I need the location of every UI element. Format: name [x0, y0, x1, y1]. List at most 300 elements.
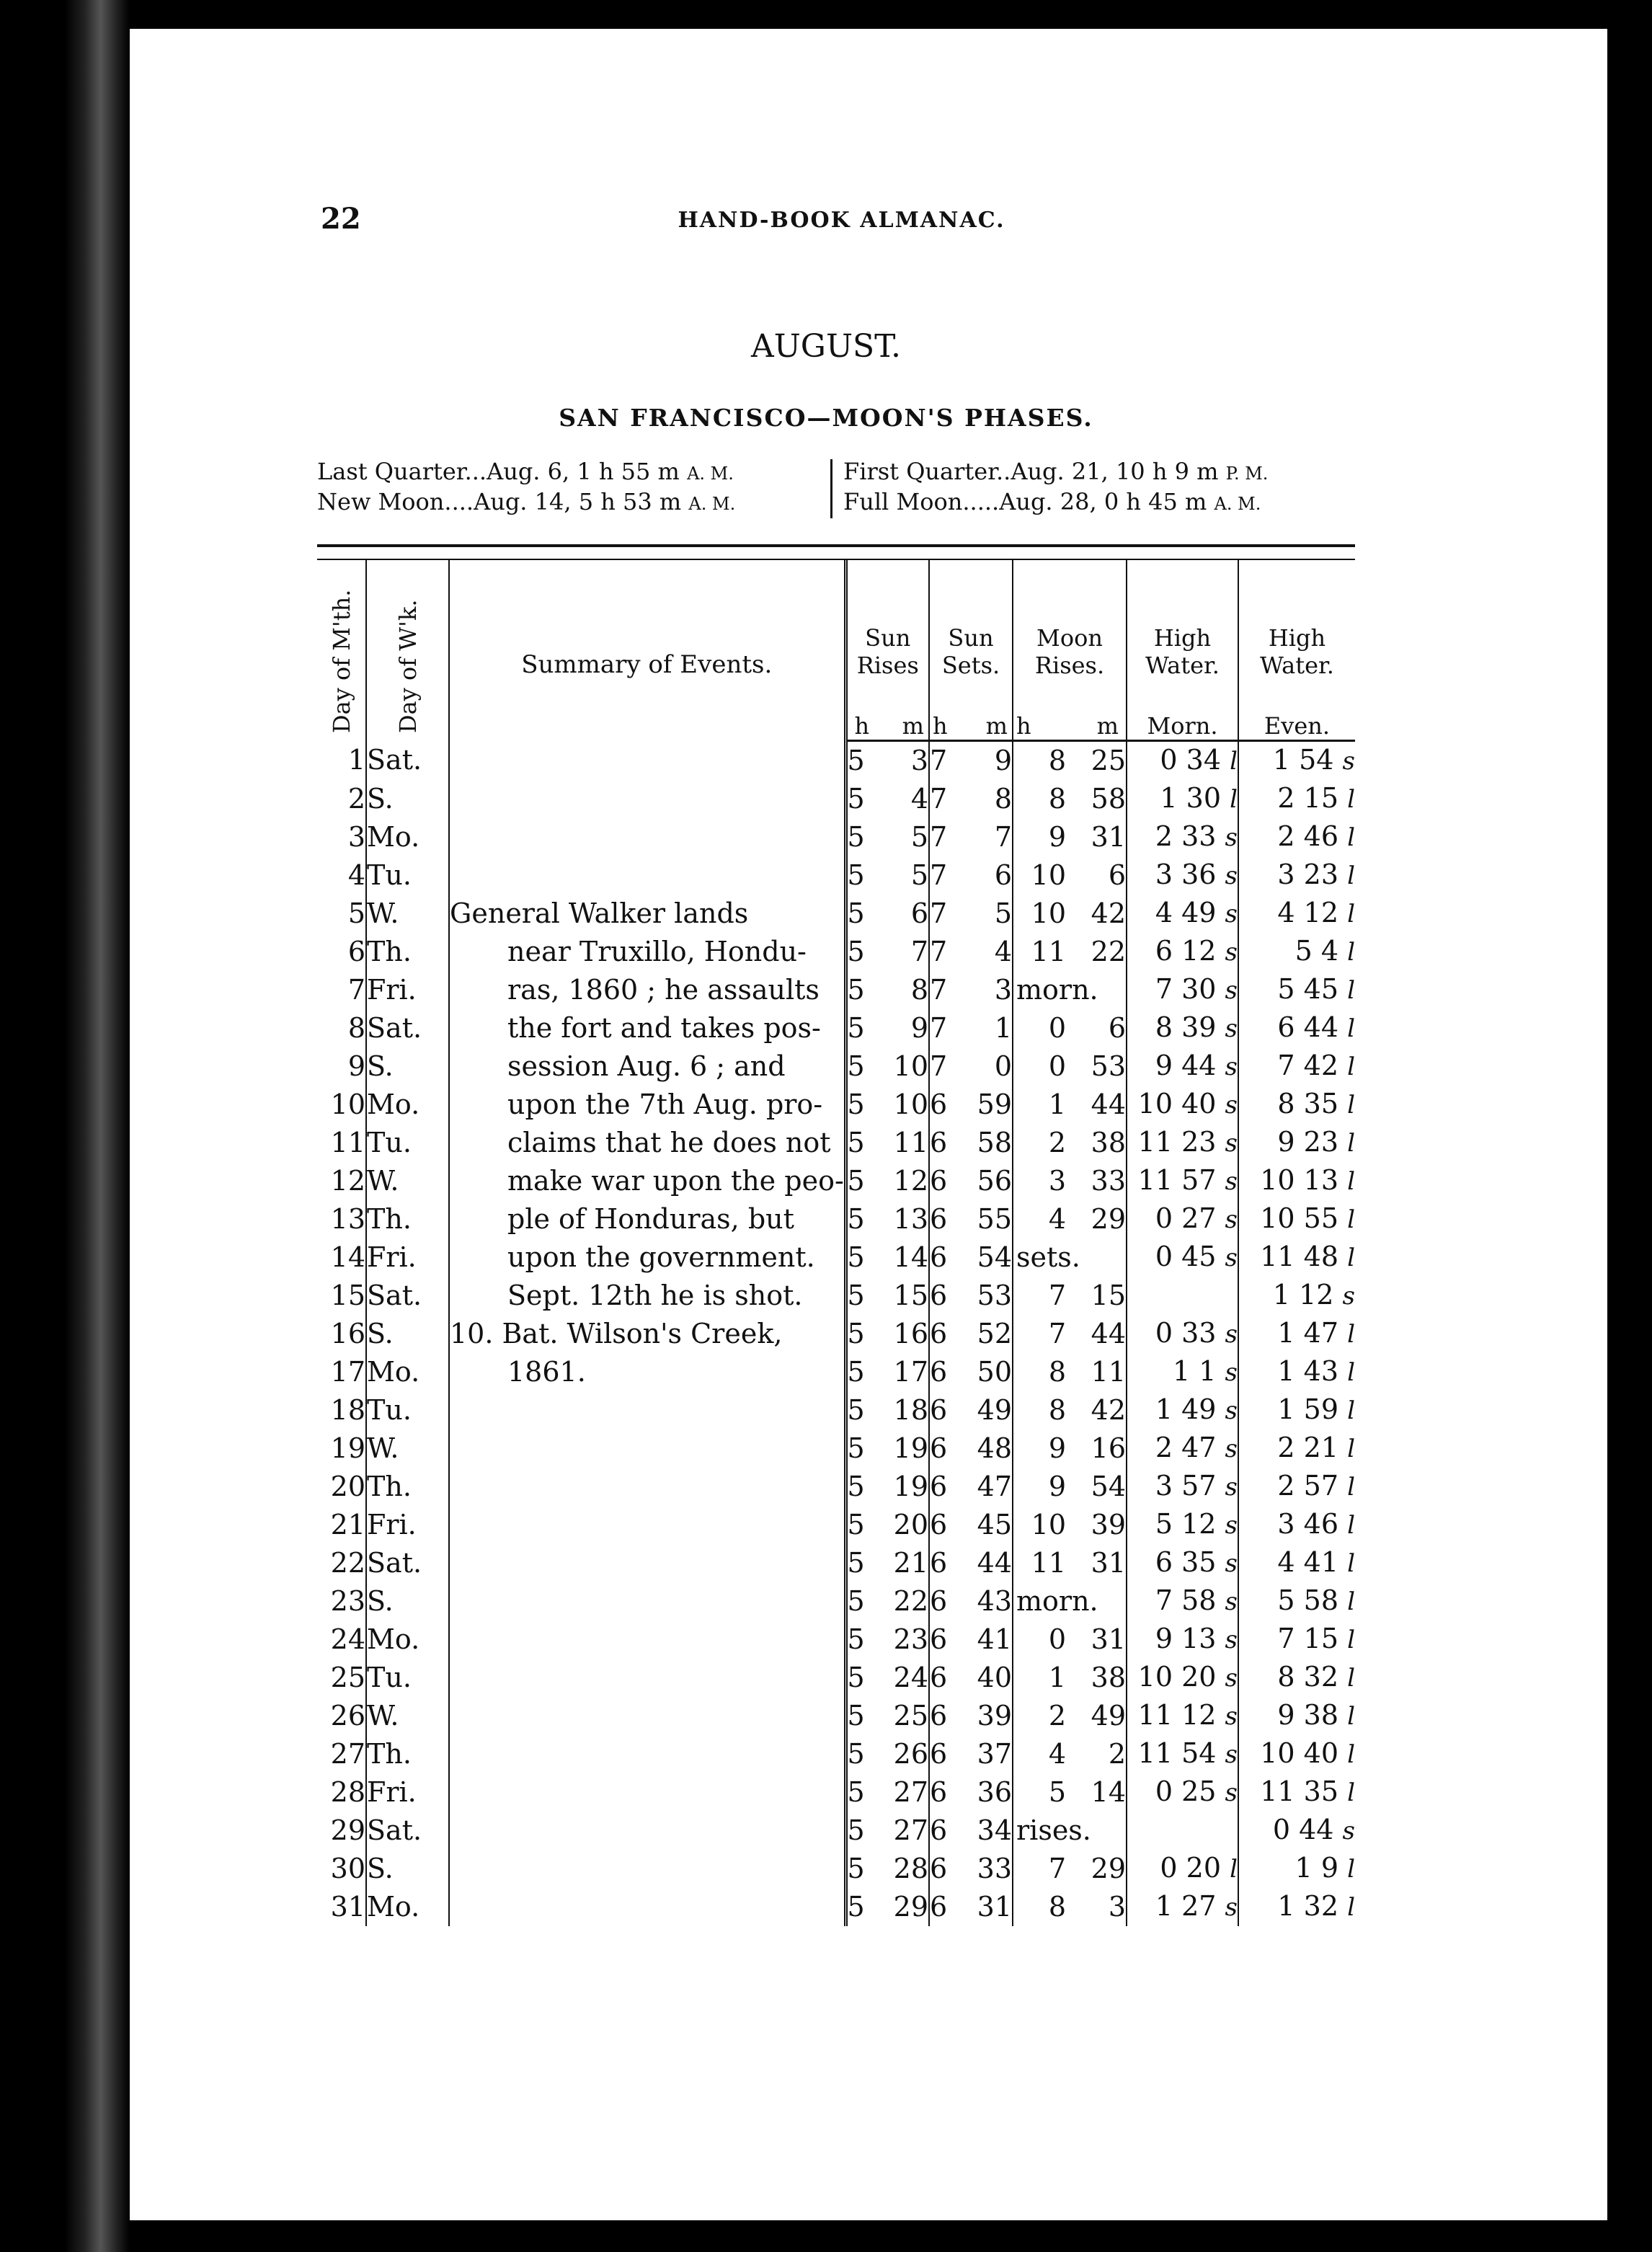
day-of-month: 13 [317, 1200, 366, 1238]
moon-rises-h: 7 [1048, 1279, 1066, 1311]
sun-rises-h: 5 [847, 935, 865, 967]
sun-rises-h: 5 [847, 1011, 865, 1044]
table-row [317, 1009, 1355, 1047]
sun-rises-h: 5 [847, 1890, 865, 1923]
sun-sets-m: 56 [971, 1162, 1013, 1200]
day-of-week: W. [366, 1697, 449, 1735]
sun-sets-m: 41 [971, 1621, 1013, 1659]
day-of-month: 27 [317, 1735, 366, 1773]
sun-rises-h: 5 [847, 1852, 865, 1884]
event-text: upon the government. [449, 1238, 845, 1277]
sun-rises-h: 5 [847, 1432, 865, 1464]
table-row [317, 1697, 1355, 1735]
high-water-even: 1 43 l [1277, 1355, 1355, 1387]
day-of-week: W. [366, 1162, 449, 1200]
high-water-even: 11 48 l [1260, 1240, 1355, 1272]
moon-phases-left [317, 456, 822, 517]
sun-rises-h: 5 [847, 820, 865, 853]
moon-rises-m: 38 [1069, 1124, 1127, 1162]
high-water-even: 3 23 l [1277, 858, 1355, 890]
event-text: Sept. 12th he is shot. [449, 1277, 845, 1315]
day-of-month: 8 [317, 1009, 366, 1047]
sun-sets-m: 1 [971, 1009, 1013, 1047]
event-text: 10. Bat. Wilson's Creek, [449, 1315, 845, 1353]
moon-rises-h: 7 [1048, 1852, 1066, 1884]
sun-rises-m: 9 [887, 1009, 929, 1047]
unit-m: m [1069, 679, 1127, 741]
sun-rises-h: 5 [847, 782, 865, 815]
table-row [317, 1506, 1355, 1544]
high-water-even: 9 23 l [1277, 1125, 1355, 1158]
day-of-month: 23 [317, 1582, 366, 1621]
high-water-morn: 9 44 s [1127, 1047, 1238, 1086]
event-text [449, 856, 845, 895]
high-water-morn: 0 45 s [1127, 1238, 1238, 1277]
high-water-even: 2 46 l [1277, 820, 1355, 852]
day-of-month: 2 [317, 780, 366, 818]
sun-sets-m: 45 [971, 1506, 1013, 1544]
almanac-rows [317, 740, 1355, 1926]
table-row [317, 818, 1355, 856]
moon-rises-h: 8 [1048, 1355, 1066, 1388]
high-water-even: 3 46 l [1277, 1507, 1355, 1540]
high-water-even: 10 55 l [1260, 1202, 1355, 1234]
sun-sets-m: 6 [971, 856, 1013, 895]
high-water-even: 10 40 l [1260, 1737, 1355, 1769]
col-day-of-month: Day of M'th. [317, 560, 366, 740]
day-of-month: 29 [317, 1812, 366, 1850]
moon-rises-m: 33 [1069, 1162, 1127, 1200]
day-of-week: Th. [366, 933, 449, 971]
day-of-month: 10 [317, 1086, 366, 1124]
day-of-week: Sat. [366, 1544, 449, 1582]
sun-rises-h: 5 [847, 1279, 865, 1311]
sun-sets-h: 6 [930, 1088, 948, 1120]
event-text [449, 1544, 845, 1582]
sun-rises-m: 15 [887, 1277, 929, 1315]
sun-sets-h: 6 [930, 1470, 948, 1502]
table-row [317, 1315, 1355, 1353]
sun-rises-m: 14 [887, 1238, 929, 1277]
last-quarter: Last Quarter...Aug. 6, 1 h 55 m A. M. [317, 458, 734, 485]
day-of-month: 1 [317, 740, 366, 780]
day-of-week: Th. [366, 1735, 449, 1773]
high-water-morn: 11 57 s [1127, 1162, 1238, 1200]
moon-rises-m: 44 [1069, 1315, 1127, 1353]
high-water-even: 1 54 s [1272, 743, 1355, 776]
sun-sets-m: 47 [971, 1468, 1013, 1506]
running-header [321, 202, 1362, 238]
moon-rises-h: 8 [1048, 744, 1066, 776]
sun-rises-m: 7 [887, 933, 929, 971]
moon-rises-h: 2 [1048, 1126, 1066, 1158]
event-text [449, 1582, 845, 1621]
sun-rises-m: 21 [887, 1544, 929, 1582]
moon-rises-h: 10 [1031, 1508, 1066, 1541]
sun-rises-m: 26 [887, 1735, 929, 1773]
day-of-month: 22 [317, 1544, 366, 1582]
sun-rises-m: 5 [887, 818, 929, 856]
moon-rises-m: 29 [1069, 1200, 1127, 1238]
moon-rises-m: 16 [1069, 1429, 1127, 1468]
moon-rises-h: 11 [1031, 1546, 1066, 1579]
sun-sets-h: 6 [930, 1776, 948, 1808]
table-row [317, 1544, 1355, 1582]
first-quarter: First Quarter..Aug. 21, 10 h 9 m P. M. [843, 458, 1269, 485]
moon-rises-m: 31 [1069, 818, 1127, 856]
day-of-week: Th. [366, 1468, 449, 1506]
day-of-week: Mo. [366, 1353, 449, 1391]
sun-rises-m: 16 [887, 1315, 929, 1353]
day-of-week: Fri. [366, 971, 449, 1009]
sun-sets-m: 5 [971, 895, 1013, 933]
table-row [317, 895, 1355, 933]
high-water-morn: 5 12 s [1127, 1506, 1238, 1544]
high-water-even: 8 32 l [1277, 1660, 1355, 1693]
almanac-table [317, 544, 1355, 1926]
day-of-month: 5 [317, 895, 366, 933]
moon-rises-m: 6 [1069, 856, 1127, 895]
sun-rises-m: 10 [887, 1086, 929, 1124]
moon-rises-m: 31 [1069, 1621, 1127, 1659]
event-text: the fort and takes pos- [449, 1009, 845, 1047]
sun-sets-h: 6 [930, 1699, 948, 1732]
sun-sets-h: 7 [930, 782, 948, 815]
moon-rises-h: 8 [1048, 1393, 1066, 1426]
sun-sets-m: 52 [971, 1315, 1013, 1353]
day-of-month: 17 [317, 1353, 366, 1391]
day-of-month: 12 [317, 1162, 366, 1200]
moon-rises-m: 31 [1069, 1544, 1127, 1582]
day-of-week: Sat. [366, 1009, 449, 1047]
moon-rises-h: 8 [1048, 782, 1066, 815]
moon-rises-m: 22 [1069, 933, 1127, 971]
high-water-even: 2 21 l [1277, 1431, 1355, 1463]
high-water-morn: 10 20 s [1127, 1659, 1238, 1697]
sun-rises-m: 10 [887, 1047, 929, 1086]
sun-rises-h: 5 [847, 1355, 865, 1388]
high-water-even: 5 58 l [1277, 1584, 1355, 1616]
col-moon-rises: Moon Rises. [1013, 560, 1127, 679]
unit-h: h [845, 679, 887, 741]
event-text: upon the 7th Aug. pro- [449, 1086, 845, 1124]
unit-even: Even. [1238, 679, 1355, 741]
sun-sets-m: 53 [971, 1277, 1013, 1315]
event-text [449, 1812, 845, 1850]
day-of-week: Tu. [366, 1124, 449, 1162]
sun-sets-m: 4 [971, 933, 1013, 971]
high-water-even: 1 32 l [1277, 1889, 1355, 1922]
moon-rises-h: 3 [1048, 1164, 1066, 1197]
moon-rises-m: 29 [1069, 1850, 1127, 1888]
moon-rises-text: morn. [1013, 971, 1127, 1009]
sun-rises-h: 5 [847, 1814, 865, 1846]
sun-sets-m: 8 [971, 780, 1013, 818]
day-of-week: Sat. [366, 1277, 449, 1315]
high-water-even: 5 4 l [1294, 934, 1355, 967]
moon-rises-m: 42 [1069, 1391, 1127, 1429]
sun-rises-h: 5 [847, 1202, 865, 1235]
high-water-even: 1 9 l [1294, 1851, 1355, 1884]
high-water-even: 10 13 l [1260, 1163, 1355, 1196]
day-of-week: Fri. [366, 1773, 449, 1812]
high-water-even: 0 44 s [1272, 1813, 1355, 1845]
day-of-month: 7 [317, 971, 366, 1009]
col-sun-sets: Sun Sets. [929, 560, 1013, 679]
moon-rises-m: 11 [1069, 1353, 1127, 1391]
sun-sets-m: 54 [971, 1238, 1013, 1277]
sun-sets-h: 6 [930, 1164, 948, 1197]
sun-rises-h: 5 [847, 744, 865, 776]
sun-sets-m: 43 [971, 1582, 1013, 1621]
sun-sets-h: 7 [930, 935, 948, 967]
event-text: ple of Honduras, but [449, 1200, 845, 1238]
event-text [449, 780, 845, 818]
moon-rises-m: 25 [1069, 740, 1127, 780]
sun-sets-h: 6 [930, 1661, 948, 1693]
sun-sets-h: 6 [930, 1852, 948, 1884]
table-row [317, 1391, 1355, 1429]
day-of-week: Tu. [366, 856, 449, 895]
moon-rises-h: 0 [1048, 1011, 1066, 1044]
moon-rises-h: 10 [1031, 859, 1066, 891]
day-of-month: 11 [317, 1124, 366, 1162]
moon-rises-m: 39 [1069, 1506, 1127, 1544]
high-water-morn: 1 27 s [1127, 1888, 1238, 1926]
event-text: General Walker lands [449, 895, 845, 933]
sun-rises-m: 25 [887, 1697, 929, 1735]
sun-rises-h: 5 [847, 859, 865, 891]
high-water-morn: 0 27 s [1127, 1200, 1238, 1238]
day-of-week: Sat. [366, 740, 449, 780]
table-row [317, 1200, 1355, 1238]
event-text: make war upon the peo- [449, 1162, 845, 1200]
high-water-morn [1127, 1812, 1238, 1850]
event-text [449, 1773, 845, 1812]
day-of-week: S. [366, 1582, 449, 1621]
high-water-even: 11 35 l [1260, 1775, 1355, 1807]
moon-rises-m: 3 [1069, 1888, 1127, 1926]
day-of-week: S. [366, 1850, 449, 1888]
sun-sets-h: 6 [930, 1126, 948, 1158]
sun-rises-h: 5 [847, 1317, 865, 1349]
moon-rises-h: 9 [1048, 820, 1066, 853]
high-water-morn: 4 49 s [1127, 895, 1238, 933]
day-of-month: 20 [317, 1468, 366, 1506]
day-of-week: S. [366, 780, 449, 818]
sun-sets-h: 6 [930, 1814, 948, 1846]
high-water-morn: 6 12 s [1127, 933, 1238, 971]
day-of-week: Sat. [366, 1812, 449, 1850]
high-water-even: 4 12 l [1277, 896, 1355, 928]
sun-sets-m: 34 [971, 1812, 1013, 1850]
high-water-even: 4 41 l [1277, 1546, 1355, 1578]
col-sun-rises: Sun Rises [845, 560, 929, 679]
sun-sets-m: 40 [971, 1659, 1013, 1697]
table-row [317, 1277, 1355, 1315]
sun-sets-h: 6 [930, 1508, 948, 1541]
sun-rises-m: 28 [887, 1850, 929, 1888]
sun-rises-m: 19 [887, 1429, 929, 1468]
sun-sets-h: 6 [930, 1241, 948, 1273]
event-text: near Truxillo, Hondu- [449, 933, 845, 971]
high-water-morn: 1 1 s [1127, 1353, 1238, 1391]
table-row [317, 1888, 1355, 1926]
col-day-of-week: Day of W'k. [366, 560, 449, 740]
sun-rises-h: 5 [847, 1661, 865, 1693]
sun-sets-h: 6 [930, 1737, 948, 1770]
sun-sets-h: 6 [930, 1623, 948, 1655]
day-of-month: 28 [317, 1773, 366, 1812]
page-number: 22 [321, 202, 361, 236]
day-of-month: 19 [317, 1429, 366, 1468]
event-text [449, 818, 845, 856]
high-water-even: 2 57 l [1277, 1469, 1355, 1502]
moon-rises-m: 2 [1069, 1735, 1127, 1773]
sun-sets-m: 39 [971, 1697, 1013, 1735]
moon-rises-h: 4 [1048, 1737, 1066, 1770]
high-water-even: 7 42 l [1277, 1049, 1355, 1081]
sun-rises-m: 3 [887, 740, 929, 780]
sun-sets-h: 6 [930, 1584, 948, 1617]
sun-sets-h: 7 [930, 744, 948, 776]
event-text [449, 1506, 845, 1544]
day-of-week: Mo. [366, 1086, 449, 1124]
event-text [449, 1391, 845, 1429]
sun-rises-h: 5 [847, 1546, 865, 1579]
day-of-month: 3 [317, 818, 366, 856]
sun-sets-h: 6 [930, 1890, 948, 1923]
table-row [317, 1621, 1355, 1659]
moon-rises-m: 58 [1069, 780, 1127, 818]
high-water-morn: 0 25 s [1127, 1773, 1238, 1812]
event-text [449, 740, 845, 780]
unit-h: h [929, 679, 971, 741]
day-of-month: 26 [317, 1697, 366, 1735]
high-water-morn: 1 30 l [1127, 780, 1238, 818]
moon-rises-text: morn. [1013, 1582, 1127, 1621]
day-of-month: 18 [317, 1391, 366, 1429]
sun-sets-m: 36 [971, 1773, 1013, 1812]
sun-rises-h: 5 [847, 1164, 865, 1197]
moon-rises-h: 11 [1031, 935, 1066, 967]
sun-sets-m: 49 [971, 1391, 1013, 1429]
high-water-even: 9 38 l [1277, 1698, 1355, 1731]
event-text [449, 1429, 845, 1468]
table-row [317, 780, 1355, 818]
day-of-month: 24 [317, 1621, 366, 1659]
sun-sets-m: 59 [971, 1086, 1013, 1124]
table-row [317, 1086, 1355, 1124]
sun-sets-h: 6 [930, 1279, 948, 1311]
moon-rises-h: 2 [1048, 1699, 1066, 1732]
moon-rises-h: 10 [1031, 897, 1066, 929]
day-of-month: 14 [317, 1238, 366, 1277]
event-text: session Aug. 6 ; and [449, 1047, 845, 1086]
sun-rises-m: 17 [887, 1353, 929, 1391]
sun-rises-m: 11 [887, 1124, 929, 1162]
moon-rises-text: sets. [1013, 1238, 1127, 1277]
sun-sets-m: 55 [971, 1200, 1013, 1238]
high-water-morn: 10 40 s [1127, 1086, 1238, 1124]
sun-rises-h: 5 [847, 1393, 865, 1426]
moon-phases [317, 456, 1369, 521]
table-row [317, 1850, 1355, 1888]
high-water-morn: 3 36 s [1127, 856, 1238, 895]
table-row [317, 1429, 1355, 1468]
event-text [449, 1735, 845, 1773]
sun-sets-m: 44 [971, 1544, 1013, 1582]
day-of-week: Mo. [366, 1888, 449, 1926]
sun-rises-h: 5 [847, 1584, 865, 1617]
table-row [317, 1238, 1355, 1277]
table-row [317, 1124, 1355, 1162]
unit-m: m [971, 679, 1013, 741]
day-of-week: S. [366, 1315, 449, 1353]
day-of-week: Fri. [366, 1238, 449, 1277]
high-water-morn: 11 23 s [1127, 1124, 1238, 1162]
moon-rises-text: rises. [1013, 1812, 1127, 1850]
table-row [317, 1773, 1355, 1812]
high-water-even: 7 15 l [1277, 1622, 1355, 1654]
sun-rises-m: 27 [887, 1773, 929, 1812]
high-water-morn: 11 12 s [1127, 1697, 1238, 1735]
day-of-week: Tu. [366, 1659, 449, 1697]
high-water-morn: 0 20 l [1127, 1850, 1238, 1888]
moon-rises-h: 9 [1048, 1432, 1066, 1464]
high-water-morn: 3 57 s [1127, 1468, 1238, 1506]
sun-rises-m: 20 [887, 1506, 929, 1544]
moon-rises-h: 0 [1048, 1050, 1066, 1082]
sun-rises-h: 5 [847, 1623, 865, 1655]
sun-rises-h: 5 [847, 897, 865, 929]
moon-rises-h: 5 [1048, 1776, 1066, 1808]
moon-rises-m: 53 [1069, 1047, 1127, 1086]
moon-rises-h: 0 [1048, 1623, 1066, 1655]
sun-rises-m: 19 [887, 1468, 929, 1506]
high-water-morn: 2 33 s [1127, 818, 1238, 856]
sun-sets-m: 48 [971, 1429, 1013, 1468]
sun-sets-h: 7 [930, 859, 948, 891]
sun-sets-h: 6 [930, 1432, 948, 1464]
day-of-week: W. [366, 895, 449, 933]
sun-sets-h: 6 [930, 1393, 948, 1426]
sun-rises-h: 5 [847, 1470, 865, 1502]
sun-rises-h: 5 [847, 1126, 865, 1158]
sun-rises-m: 22 [887, 1582, 929, 1621]
table-row [317, 740, 1355, 780]
table-row [317, 856, 1355, 895]
high-water-even: 5 45 l [1277, 972, 1355, 1005]
sun-sets-m: 0 [971, 1047, 1013, 1086]
day-of-month: 6 [317, 933, 366, 971]
table-row [317, 1812, 1355, 1850]
sun-rises-h: 5 [847, 1737, 865, 1770]
event-text [449, 1468, 845, 1506]
col-high-water-morn: High Water. [1127, 560, 1238, 679]
high-water-even: 2 15 l [1277, 781, 1355, 814]
full-moon: Full Moon.....Aug. 28, 0 h 45 m A. M. [843, 488, 1261, 515]
sun-rises-h: 5 [847, 1088, 865, 1120]
table-row [317, 1659, 1355, 1697]
sun-sets-h: 6 [930, 1317, 948, 1349]
high-water-morn: 1 49 s [1127, 1391, 1238, 1429]
sun-sets-m: 37 [971, 1735, 1013, 1773]
sun-rises-m: 6 [887, 895, 929, 933]
sun-rises-m: 24 [887, 1659, 929, 1697]
sun-rises-h: 5 [847, 1050, 865, 1082]
sun-rises-m: 29 [887, 1888, 929, 1926]
